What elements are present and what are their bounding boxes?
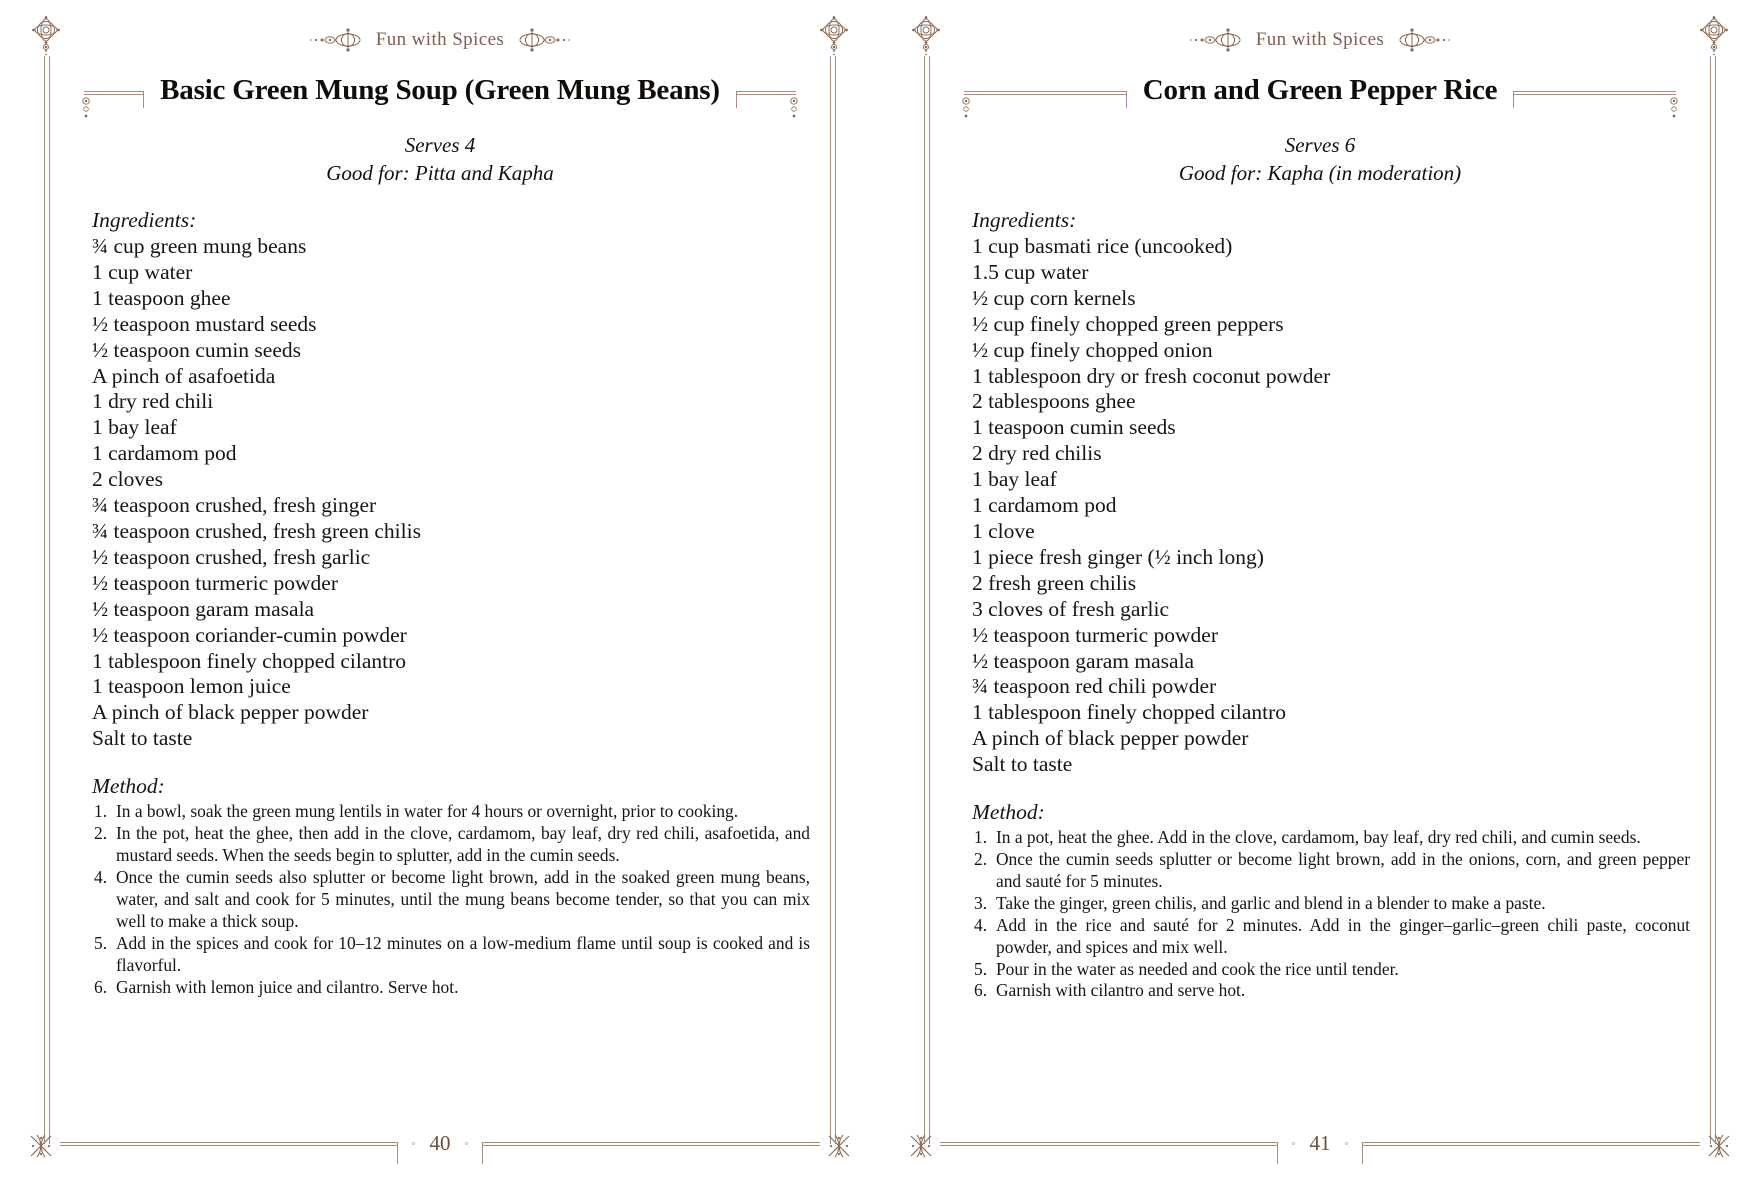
ingredient-item: 1 cardamom pod <box>972 493 1117 518</box>
running-head-label: Fun with Spices <box>375 29 505 50</box>
title-drop-ornament-icon <box>80 96 92 127</box>
ingredient-item: 1 cup water <box>92 259 193 284</box>
ingredient-item: ¾ cup green mung beans <box>92 234 307 258</box>
ingredient-item: 3 cloves of fresh garlic <box>972 596 1170 621</box>
ingredient-item: ¾ teaspoon red chili powder <box>972 674 1217 699</box>
method-step-text: Add in the spices and cook for 10–12 minutes on a low-medium flame until soup is cooked and is flavorful. <box>116 932 810 975</box>
running-head-ornament-right-icon <box>514 28 576 52</box>
title-drop-ornament-icon <box>788 96 800 127</box>
ingredient-item: A pinch of black pepper powder <box>92 700 369 725</box>
method-step-number: 5. <box>974 958 988 979</box>
frame-border-right-inner <box>1710 56 1711 1144</box>
title-drop-ornament-icon <box>960 96 972 127</box>
method-step <box>972 980 1690 1002</box>
method-heading: Method: <box>92 774 165 799</box>
page-number-dot-left: ◦ <box>1291 1137 1296 1150</box>
frame-border-left-outer <box>44 56 45 1144</box>
frame-border-left-inner <box>49 56 50 1144</box>
method-step-number: 3. <box>974 892 988 913</box>
frame-border-left-outer <box>924 56 925 1144</box>
ingredient-item: ½ teaspoon mustard seeds <box>92 311 317 336</box>
footer-rule-tick <box>482 1142 483 1164</box>
ingredients-heading: Ingredients: <box>92 208 197 232</box>
recipe-title: Basic Green Mung Soup (Green Mung Beans) <box>160 74 720 106</box>
ingredient-item: ½ teaspoon cumin seeds <box>92 337 301 362</box>
ingredient-item: 1 cardamom pod <box>92 441 237 466</box>
ingredient-item: 1 piece fresh ginger (½ inch long) <box>972 544 1264 569</box>
ingredient-item: 2 cloves <box>92 467 164 492</box>
page-number: 41 <box>1309 1131 1331 1155</box>
running-head-ornament-left-icon <box>1184 28 1246 52</box>
recipe-title-band <box>56 74 824 107</box>
method-heading: Method: <box>972 800 1045 825</box>
method-step <box>972 915 1690 959</box>
page-number-block <box>398 1131 483 1156</box>
ingredient-item: 1 tablespoon finely chopped cilantro <box>92 648 407 673</box>
page-number: 40 <box>429 1131 451 1155</box>
footer-rule-right <box>482 1134 824 1154</box>
ingredient-item: 1 tablespoon finely chopped cilantro <box>972 700 1287 725</box>
running-head <box>880 28 1760 52</box>
page-number-dot-left: ◦ <box>411 1137 416 1150</box>
method-step-text: In the pot, heat the ghee, then add in the clove, cardamom, bay leaf, dry red chili, asafoetida, and mustard seeds. When the seeds begin to splutter, add in the cumin seeds. <box>116 823 810 865</box>
ingredient-item: ½ teaspoon coriander-cumin powder <box>92 622 407 647</box>
method-step-text: In a bowl, soak the green mung lentils in water for 4 hours or overnight, prior to cooking. <box>116 801 739 822</box>
title-rule-left <box>56 80 144 102</box>
method-step <box>972 849 1690 893</box>
footer-corner-ornament-icon <box>1704 1131 1734 1166</box>
running-head <box>0 28 880 52</box>
good-for-label: Good for: Pitta and Kapha <box>326 160 554 185</box>
ingredient-item: ½ cup finely chopped onion <box>972 337 1213 362</box>
frame-border-right-outer <box>835 56 836 1144</box>
ingredient-item: 1 teaspoon ghee <box>92 285 231 310</box>
ingredient-item: A pinch of asafoetida <box>92 363 276 388</box>
ingredient-item: 1.5 cup water <box>972 259 1089 284</box>
method-step-number: 6. <box>94 976 108 997</box>
ingredient-item: ½ teaspoon turmeric powder <box>92 570 338 595</box>
ingredient-item: 1 bay leaf <box>92 415 177 440</box>
recipe-content <box>92 208 810 998</box>
serves-block <box>970 132 1670 188</box>
method-step <box>972 959 1690 981</box>
title-rule-tick <box>143 91 144 108</box>
footer-rule-left <box>936 1134 1278 1154</box>
method-step-number: 4. <box>974 914 988 935</box>
ingredient-item: 1 bay leaf <box>972 467 1057 492</box>
method-step-text: Once the cumin seeds splutter or become light brown, add in the onions, corn, and green pepper and sauté for 5 minutes. <box>996 848 1690 891</box>
method-step-number: 4. <box>94 866 108 887</box>
recipe-title-band <box>936 74 1704 107</box>
serves-label: Serves 4 <box>404 133 476 157</box>
method-step <box>92 977 810 999</box>
ingredient-item: ¾ teaspoon crushed, fresh green chilis <box>92 518 421 543</box>
method-step-number: 2. <box>94 823 108 844</box>
method-step-text: Once the cumin seeds also splutter or become light brown, add in the soaked green mung beans, water, and salt and cook for 5 minutes, until the mung beans become tender, so that you can mix well to make a thick soup. <box>116 866 810 931</box>
serves-label: Serves 6 <box>1284 133 1356 157</box>
running-head-label: Fun with Spices <box>1255 29 1385 50</box>
method-step-text: Take the ginger, green chilis, and garlic and blend in a blender to make a paste. <box>996 892 1546 913</box>
ingredient-item: 1 clove <box>972 518 1035 543</box>
method-step-text: Garnish with cilantro and serve hot. <box>996 980 1246 1001</box>
title-drop-ornament-icon <box>1668 96 1680 127</box>
recipe-title: Corn and Green Pepper Rice <box>1142 74 1498 106</box>
method-step <box>92 933 810 977</box>
ingredient-item: ½ teaspoon crushed, fresh garlic <box>92 544 371 569</box>
ingredient-item: ½ cup finely chopped green peppers <box>972 311 1284 336</box>
ingredients-list <box>92 234 810 752</box>
ingredient-item: 1 dry red chili <box>92 389 214 414</box>
method-step-number: 2. <box>974 848 988 869</box>
footer-rule-tick <box>1362 1142 1363 1164</box>
method-step-number: 6. <box>974 980 988 1001</box>
ingredient-item: Salt to taste <box>972 752 1073 777</box>
ingredients-list <box>972 234 1690 778</box>
footer-rule-tick <box>1277 1142 1278 1164</box>
serves-block <box>90 132 790 188</box>
running-head-ornament-left-icon <box>304 28 366 52</box>
ingredient-item: ½ teaspoon turmeric powder <box>972 622 1218 647</box>
ingredient-item: 1 cup basmati rice (uncooked) <box>972 234 1233 258</box>
recipe-content <box>972 208 1690 1002</box>
method-step-text: Add in the rice and sauté for 2 minutes. Add in the ginger–garlic–green chili paste, coconut powder, and spices and mix well. <box>996 914 1690 957</box>
ingredient-item: ½ teaspoon garam masala <box>972 648 1195 673</box>
method-step <box>92 867 810 933</box>
method-step <box>972 827 1690 849</box>
good-for-label: Good for: Kapha (in moderation) <box>1178 160 1462 185</box>
ingredient-item: ½ cup corn kernels <box>972 285 1136 310</box>
frame-border-right-outer <box>1715 56 1716 1144</box>
method-step-text: In a pot, heat the ghee. Add in the clove, cardamom, bay leaf, dry red chili, and cumin seeds. <box>996 827 1641 848</box>
frame-border-right-inner <box>830 56 831 1144</box>
title-rule-tick <box>736 91 737 108</box>
ingredient-item: 1 teaspoon cumin seeds <box>972 415 1176 440</box>
footer-rule-left <box>56 1134 398 1154</box>
ingredient-item: ¾ teaspoon crushed, fresh ginger <box>92 493 377 518</box>
page-right <box>880 0 1760 1200</box>
method-list <box>972 827 1690 1002</box>
method-step <box>972 893 1690 915</box>
ingredient-item: A pinch of black pepper powder <box>972 726 1249 751</box>
footer-corner-ornament-icon <box>906 1131 936 1166</box>
footer-corner-ornament-icon <box>824 1131 854 1166</box>
method-step-number: 5. <box>94 932 108 953</box>
method-step-text: Garnish with lemon juice and cilantro. Serve hot. <box>116 976 459 997</box>
footer-rule-tick <box>397 1142 398 1164</box>
page-number-dot-right: ◦ <box>464 1137 469 1150</box>
page-number-dot-right: ◦ <box>1344 1137 1349 1150</box>
page-footer <box>936 1131 1704 1156</box>
footer-corner-ornament-icon <box>26 1131 56 1166</box>
ingredient-item: 2 tablespoons ghee <box>972 389 1136 414</box>
page-number-block <box>1278 1131 1363 1156</box>
title-rule-tick <box>1513 91 1514 108</box>
title-rule-right <box>736 80 824 102</box>
method-list <box>92 801 810 998</box>
ingredient-item: 2 dry red chilis <box>972 441 1102 466</box>
running-head-ornament-right-icon <box>1394 28 1456 52</box>
ingredient-item: ½ teaspoon garam masala <box>92 596 315 621</box>
method-step-text: Pour in the water as needed and cook the rice until tender. <box>996 958 1399 979</box>
method-step <box>92 801 810 823</box>
method-step <box>92 823 810 867</box>
footer-rule-right <box>1362 1134 1704 1154</box>
title-rule-tick <box>1126 91 1127 108</box>
frame-border-left-inner <box>929 56 930 1144</box>
ingredient-item: Salt to taste <box>92 726 193 751</box>
method-step-number: 1. <box>94 801 108 822</box>
ingredients-heading: Ingredients: <box>972 208 1077 232</box>
ingredient-item: 1 tablespoon dry or fresh coconut powder <box>972 363 1331 388</box>
ingredient-item: 1 teaspoon lemon juice <box>92 674 291 699</box>
method-step-number: 1. <box>974 827 988 848</box>
ingredient-item: 2 fresh green chilis <box>972 570 1137 595</box>
page-footer <box>56 1131 824 1156</box>
